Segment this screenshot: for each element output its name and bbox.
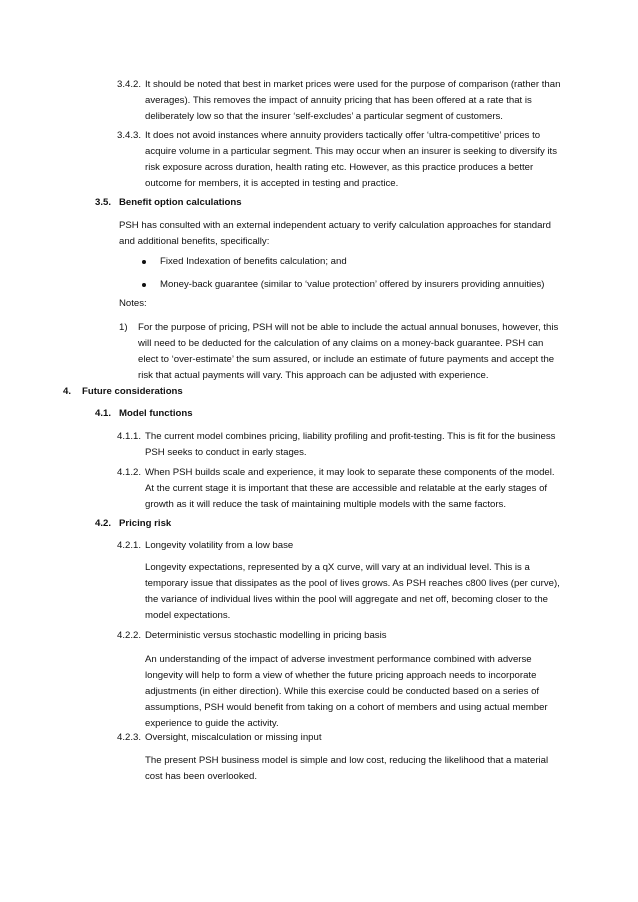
- heading-4-2-3: [117, 730, 322, 746]
- heading-4-2-2: [117, 628, 387, 644]
- note-1: [119, 320, 563, 384]
- bullet-icon: [142, 260, 146, 264]
- para-4-2-3: The present PSH business model is simple and low cost, reducing the likelihood that a material cost has been overlooked.: [145, 755, 549, 782]
- para-text: It does not avoid instances where annuity providers tactically offer ‘ultra-competitive’ prices to acquire volume in a particular segment. This may occur when an insurer is seeking to diversify its risk exposure across duration, health rating etc. However, as this practice produces a better outcome for members, it is accepted in testing and practice.: [145, 130, 558, 189]
- para-4-2-1: Longevity expectations, represented by a qX curve, will vary at an individual level. This is a temporary issue that dissipates as the pool of lives grows. As PSH reaches c800 lives (per curve), the variance of individual lives within the pool will aggregate and net off, becoming closer to the model expectations.: [145, 562, 560, 621]
- para-3-4-2: [117, 77, 565, 125]
- subheading-text: Deterministic versus stochastic modelling in pricing basis: [145, 630, 387, 641]
- para-text: It should be noted that best in market prices were used for the purpose of comparison (rather than averages). This removes the impact of annuity pricing that has been offered at a rate that is deliberately low so that the insurer ‘self-excludes’ a particular segment of customers.: [145, 79, 561, 122]
- heading-4-1: [95, 406, 193, 422]
- section-number: 4.2.: [95, 518, 112, 529]
- heading-text: Benefit option calculations: [119, 197, 242, 208]
- notes-label: Notes:: [119, 298, 147, 309]
- heading-4-2-1: [117, 538, 293, 554]
- section-number: 4.1.1.: [117, 431, 142, 442]
- section-number: 3.5.: [95, 197, 112, 208]
- para-4-2-2: An understanding of the impact of adverse investment performance combined with adverse longevity will help to form a view of whether the future pricing approach needs to incorporate adjustments (in either direction). While this exercise could be conducted based on a series of assumptions, PSH would benefit from taking on a cohort of members and using actual member experience to guide the activity.: [145, 654, 548, 729]
- section-number: 4.1.2.: [117, 467, 142, 478]
- section-number: 4.2.2.: [117, 630, 142, 641]
- document-page: 3.4.2. It should be noted that best in market prices were used for the purpose of comparison (rather than averages). This removes the impact of annuity pricing that has been offered at a rate that is deliberately low so that the insurer ‘self-excludes’ a particular segment of customers. 3.4.3. It does not avoid instances where annuity providers tactically offer ‘ultra-competitive’ prices to acquire volume in a particular segment. This may occur when an insurer is seeking to diversify its risk exposure across duration, health rating etc. However, as this practice produces a better outcome for members, it is accepted in testing and practice. 3.5. Benefit option calculations PSH has consulted with an external independent actuary to verify calculation approaches for standard and additional benefits, specifically: Fixed Indexation of benefits calculation; and Money-back guarantee (similar to ‘value protection’ offered by insurers providing annuities) Notes: 1) For the purpose of pricing, PSH will not be able to include the actual annual bonuses, however, this will need to be deducted for the calculation of any claims on a money-back guarantee. PSH can elect to ‘over-estimate’ the sum assured, or include an estimate of future payments and accept the risk that actual payments will vary. This approach can be adjusted with experience. 4. Future considerations 4.1. Model functions 4.1.1. The current model combines pricing, liability profiling and profit-testing. This is fit for the business PSH seeks to conduct in early stages. 4.1.2. When PSH builds scale and experience, it may look to separate these components of the model. At the current stage it is important that these are accessible and relatable at the early stages of growth as it will reduce the task of maintaining multiple models with the same factors. 4.2. Pricing risk 4.2.1. Longevity volatility from a low base Longevity expectations, represented by a qX curve, will vary at an individual level. This is a temporary issue that dissipates as the pool of lives grows. As PSH reaches c800 lives (per curve), the variance of individual lives within the pool will aggregate and net off, becoming closer to the model expectations. 4.2.2. Deterministic versus stochastic modelling in pricing basis An understanding of the impact of adverse investment performance combined with adverse longevity will help to form a view of whether the future pricing approach needs to incorporate adjustments (in either direction). While this exercise could be conducted based on a series of assumptions, PSH would benefit from taking on a cohort of members and using actual member experience to guide the activity. 4.2.3. Oversight, miscalculation or missing input The present PSH business model is simple and low cost, reducing the likelihood that a material cost has been overlooked.: [0, 0, 638, 902]
- heading-4: [63, 384, 183, 400]
- note-text: For the purpose of pricing, PSH will not be able to include the actual annual bonuses, however, this will need to be deducted for the calculation of any claims on a money-back guarantee. PSH can elect to ‘over-estimate’ the sum assured, or include an estimate of future payments and accept the risk that actual payments will vary. This approach can be adjusted with experience.: [138, 322, 559, 381]
- note-number: 1): [119, 322, 128, 333]
- para-4-1-2: [117, 465, 565, 513]
- section-number: 4.2.1.: [117, 540, 142, 551]
- para-4-1-1: [117, 429, 565, 461]
- para-3-4-3: [117, 128, 565, 192]
- section-number: 4.2.3.: [117, 732, 142, 743]
- heading-3-5: [95, 195, 242, 211]
- heading-4-2: [95, 516, 171, 532]
- para-text: The current model combines pricing, liability profiling and profit-testing. This is fit for the business PSH seeks to conduct in early stages.: [145, 431, 556, 458]
- section-number: 3.4.2.: [117, 79, 142, 90]
- heading-text: Future considerations: [82, 386, 183, 397]
- subheading-text: Longevity volatility from a low base: [145, 540, 294, 551]
- bullet-icon: [142, 283, 146, 287]
- heading-text: Pricing risk: [119, 518, 172, 529]
- section-number: 3.4.3.: [117, 130, 142, 141]
- section-number: 4.: [63, 386, 72, 397]
- subheading-text: Oversight, miscalculation or missing input: [145, 732, 322, 743]
- section-number: 4.1.: [95, 408, 112, 419]
- heading-text: Model functions: [119, 408, 193, 419]
- para-3-5-intro: PSH has consulted with an external independent actuary to verify calculation approaches for standard and additional benefits, specifically:: [119, 220, 551, 247]
- para-text: When PSH builds scale and experience, it may look to separate these components of the model. At the current stage it is important that these are accessible and relatable at the early stages of growth as it will reduce the task of maintaining multiple models with the same factors.: [145, 467, 555, 510]
